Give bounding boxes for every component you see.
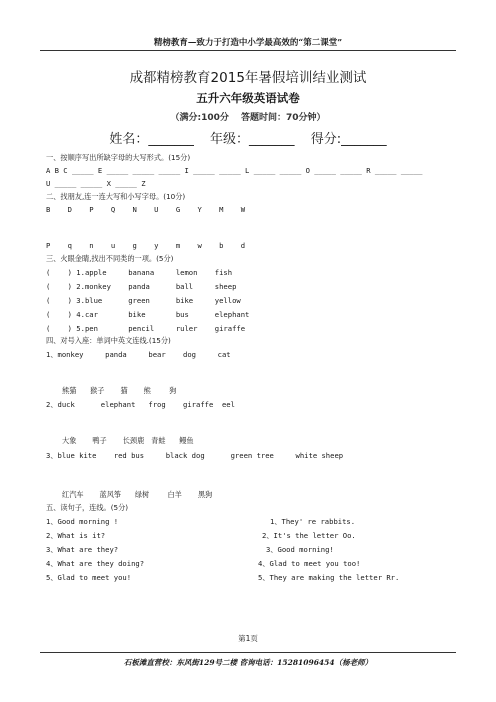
matching-english-1: 1、monkey panda bear dog cat [46,350,231,359]
sentence-left: 3、What are they? [46,545,119,554]
odd-one-out-item: ( ) 1.apple banana lemon fish [46,268,233,277]
name-field: 姓名：_______ [109,132,194,147]
section-4-title: 四、对号入座：单词中英文连线.(15分) [46,336,171,345]
student-info [0,128,496,147]
sentence-left: 2、What is it? [46,531,106,540]
odd-one-out-item: ( ) 3.blue green bike yellow [46,296,241,305]
section-1-line-2: U _____ _____ X _____ Z [46,179,146,188]
matching-chinese-3: 红汽车 蓝风筝 绿树 白羊 黑狗 [62,490,213,499]
sentence-left: 1、Good morning ! [46,517,119,526]
header-divider [40,50,456,51]
odd-one-out-item: ( ) 2.monkey panda ball sheep [46,282,237,291]
sentence-left: 4、What are they doing? [46,559,145,568]
score-field: 得分:_______ [310,132,387,147]
matching-chinese-2: 大象 鸭子 长颈鹿 青蛙 鳗鱼 [62,436,194,445]
odd-one-out-item: ( ) 5.pen pencil ruler giraffe [46,324,246,333]
sentence-right: 4、Glad to meet you too! [258,559,361,568]
lowercase-letters: P q n u g y m w b d [46,241,246,250]
section-3-title: 三、火眼金睛,找出不同类的一项。(5分) [46,254,174,263]
sentence-right: 3、Good morning! [266,545,334,554]
grade-field: 年级：_______ [210,132,295,147]
score-info: （满分:100分 答题时间：70分钟） [170,113,326,123]
section-1-title: 一、按顺序写出所缺字母的大写形式。(15分) [46,153,191,162]
odd-one-out-item: ( ) 4.car bike bus elephant [46,310,250,319]
page-header: 精榜教育—致力于打造中小学最高效的“第二课堂” [153,38,343,48]
uppercase-letters: B D P Q N U G Y M W [46,205,246,214]
matching-english-3: 3、blue kite red bus black dog green tree white sheep [46,451,344,460]
page-number: 第1页 [238,634,258,643]
matching-chinese-1: 熊猫 猴子 猫 熊 狗 [62,386,177,395]
sentence-right: 5、They are making the letter Rr. [258,573,400,582]
sentence-right: 1、They' re rabbits. [270,517,356,526]
exam-subtitle: 五升六年级英语试卷 [196,91,300,105]
section-5-title: 五、读句子，连线。(5分) [46,503,129,512]
section-2-title: 二、找朋友,连一连大写和小写字母。(10分) [46,192,186,201]
section-1-line-1: A B C _____ E _____ _____ _____ I _____ _____ L _____ _____ O _____ _____ R _____ _____ [46,166,423,175]
page-footer: 石板滩直营校：东风街129号二楼 咨询电话：15281096454（杨老师） [123,658,373,667]
matching-english-2: 2、duck elephant frog giraffe eel [46,400,235,409]
sentence-right: 2、It's the letter Oo. [262,531,356,540]
exam-title: 成都精榜教育2015年暑假培训结业测试 [129,70,367,86]
footer-divider [40,652,456,653]
sentence-left: 5、Glad to meet you! [46,573,132,582]
